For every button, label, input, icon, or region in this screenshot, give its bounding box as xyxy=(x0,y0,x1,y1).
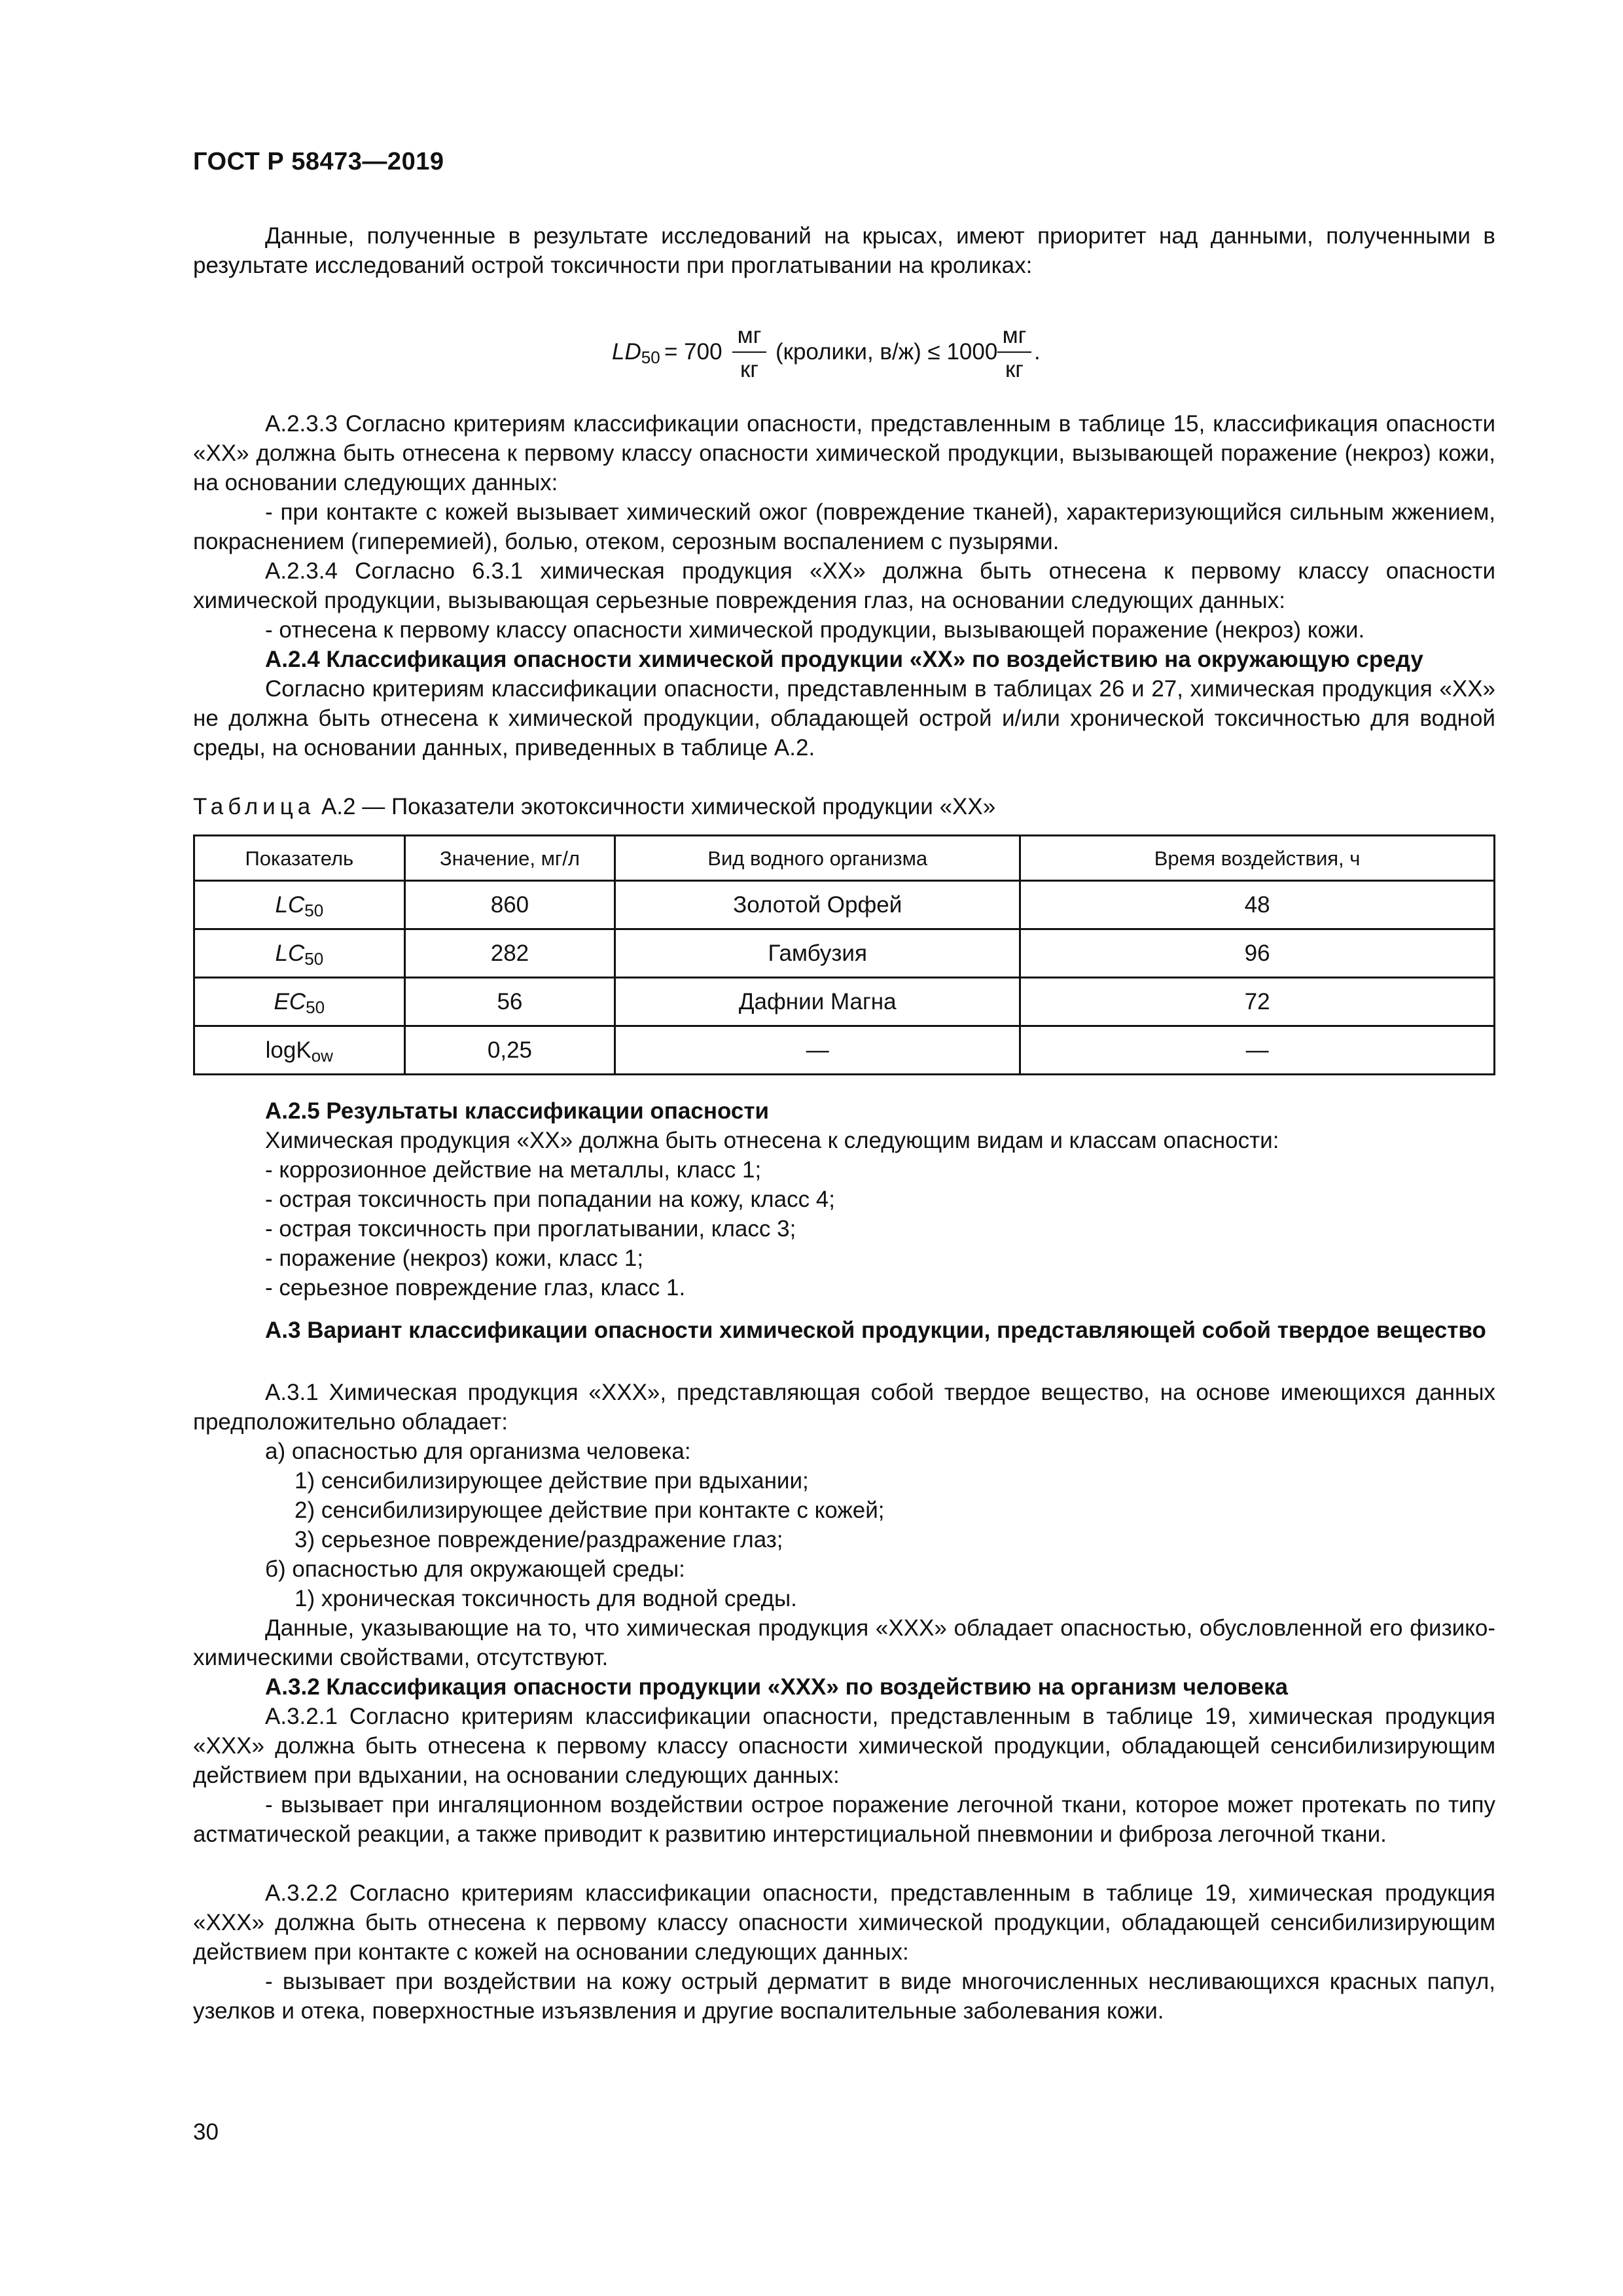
cell-value: 56 xyxy=(404,978,615,1026)
cell-organism: Дафнии Магна xyxy=(615,978,1020,1026)
cell-value: 282 xyxy=(404,929,615,978)
cell-time: 72 xyxy=(1020,978,1495,1026)
section-a322-text: А.3.2.2 Согласно критериям классификации опасности, представленным в таблице 19, химическая продукция «XXX» должна быть отнесена к первому классу опасности химической продукции, обладающей сенсибилизирующим действием при контакте с кожей на основании следующих данных: xyxy=(193,1880,1495,1965)
list-item: - поражение (некроз) кожи, класс 1; xyxy=(265,1246,644,1271)
table-caption-label: Таблица xyxy=(193,794,315,819)
section-a234-text: А.2.3.4 Согласно 6.3.1 химическая продукция «XX» должна быть отнесена к первому классу опасности химической продукции, вызывающая серьезные повреждения глаз, на основании следующих данных: xyxy=(193,558,1495,613)
list-item: 2) сенсибилизирующее действие при контакте с кожей; xyxy=(294,1498,885,1523)
group-a-label: а) опасностью для организма человека: xyxy=(265,1439,691,1464)
formula-unit-numerator-2: мг xyxy=(1002,323,1027,348)
table-row xyxy=(194,978,1495,1026)
intro-paragraph: Данные, полученные в результате исследований на крысах, имеют приоритет над данными, полученными в результате исследований острой токсичности при проглатывании на кроликах: xyxy=(193,223,1495,278)
cell-organism: Золотой Орфей xyxy=(615,881,1020,929)
section-a233-bullet: - при контакте с кожей вызывает химический ожог (повреждение тканей), характеризующийся сильным жжением, покраснением (гиперемией), болью, отеком, серозным воспалением с пузырями. xyxy=(193,499,1495,554)
document-page xyxy=(193,0,1495,2296)
document-header: ГОСТ Р 58473—2019 xyxy=(193,148,444,175)
section-a233-text: А.2.3.3 Согласно критериям классификации опасности, представленным в таблице 15, классификация опасности «XX» должна быть отнесена к первому классу опасности химической продукции, вызывающей поражение (некроз) кожи, на основании следующих данных: xyxy=(193,411,1495,495)
section-a234-bullet: - отнесена к первому классу опасности химической продукции, вызывающей поражение (некроз) кожи. xyxy=(265,617,1365,643)
section-a31-text: А.3.1 Химическая продукция «XXX», представляющая собой твердое вещество, на основе имеющихся данных предположительно обладает: xyxy=(193,1380,1495,1435)
section-a25-intro: Химическая продукция «XX» должна быть отнесена к следующим видам и классам опасности: xyxy=(265,1128,1279,1153)
cell-time: 96 xyxy=(1020,929,1495,978)
cell-indicator: logK$_{ow}$ xyxy=(194,1026,405,1075)
table-row xyxy=(194,929,1495,978)
list-item: 1) сенсибилизирующее действие при вдыхании; xyxy=(294,1468,809,1494)
list-item: 1) хроническая токсичность для водной среды. xyxy=(294,1586,797,1611)
page-number: 30 xyxy=(193,2119,219,2145)
list-item: - серьезное повреждение глаз, класс 1. xyxy=(265,1275,686,1300)
formula-unit-denominator: кг xyxy=(740,357,759,382)
section-a32-heading: А.3.2 Классификация опасности продукции «XXX» по воздействию на организм человека xyxy=(265,1674,1289,1700)
fraction-bar xyxy=(732,351,766,353)
cell-indicator: $LC_{50}$ xyxy=(194,929,405,978)
cell-value: 860 xyxy=(404,881,615,929)
formula-symbol: $LD_{50}$ xyxy=(612,339,660,367)
list-item: - коррозионное действие на металлы, класс 1; xyxy=(265,1157,762,1183)
cell-value: 0,25 xyxy=(404,1026,615,1075)
list-item: - острая токсичность при проглатывании, класс 3; xyxy=(265,1216,796,1242)
formula-equals-value: = 700 xyxy=(664,339,722,365)
cell-time: — xyxy=(1020,1026,1495,1075)
section-a321-text: А.3.2.1 Согласно критериям классификации опасности, представленным в таблице 19, химическая продукция «XXX» должна быть отнесена к первому классу опасности химической продукции, обладающей сенсибилизирующим действием при вдыхании, на основании следующих данных: xyxy=(193,1704,1495,1788)
section-a24-heading: А.2.4 Классификация опасности химической продукции «XX» по воздействию на окружающую среду xyxy=(265,647,1423,672)
list-item: - острая токсичность при попадании на кожу, класс 4; xyxy=(265,1187,835,1212)
table-caption xyxy=(193,792,995,821)
formula-unit-numerator: мг xyxy=(737,323,762,348)
section-a321-bullet: - вызывает при ингаляционном воздействии острое поражение легочной ткани, которое может протекать по типу астматической реакции, а также приводит к развитию интерстициальной пневмонии и фиброза легочной ткани. xyxy=(193,1792,1495,1847)
column-header-time: Время воздействия, ч xyxy=(1020,836,1495,881)
cell-time: 48 xyxy=(1020,881,1495,929)
formula-unit-denominator-2: кг xyxy=(1005,357,1024,382)
physchem-paragraph: Данные, указывающие на то, что химическая продукция «XXX» обладает опасностью, обусловленной его физико-химическими свойствами, отсутствуют. xyxy=(193,1615,1495,1670)
cell-organism: — xyxy=(615,1026,1020,1075)
table-caption-text: А.2 — Показатели экотоксичности химической продукции «XX» xyxy=(315,794,996,819)
table-header-row xyxy=(194,836,1495,881)
cell-organism: Гамбузия xyxy=(615,929,1020,978)
fraction-bar-2 xyxy=(997,351,1031,353)
formula-end: . xyxy=(1034,339,1041,365)
column-header-value: Значение, мг/л xyxy=(404,836,615,881)
section-a322-bullet: - вызывает при воздействии на кожу острый дерматит в виде многочисленных несливающихся красных папул, узелков и отека, поверхностные изъязвления и другие воспалительные заболевания кожи. xyxy=(193,1969,1495,2024)
cell-indicator: $LC_{50}$ xyxy=(194,881,405,929)
column-header-indicator: Показатель xyxy=(194,836,405,881)
cell-indicator: $EC_{50}$ xyxy=(194,978,405,1026)
section-a24-text: Согласно критериям классификации опасности, представленным в таблицах 26 и 27, химическая продукция «XX» не должна быть отнесена к химической продукции, обладающей острой и/или хронической токсичностью для водной среды, на основании данных, приведенных в таблице А.2. xyxy=(193,676,1495,761)
section-a3-heading: А.3 Вариант классификации опасности химической продукции, представляющей собой твердое вещество xyxy=(265,1318,1486,1343)
table-row xyxy=(194,1026,1495,1075)
table-row xyxy=(194,881,1495,929)
group-b-label: б) опасностью для окружающей среды: xyxy=(265,1556,685,1582)
formula-condition: (кролики, в/ж) ≤ 1000 xyxy=(776,339,998,365)
section-a25-heading: А.2.5 Результаты классификации опасности xyxy=(265,1098,769,1124)
column-header-organism: Вид водного организма xyxy=(615,836,1020,881)
list-item: 3) серьезное повреждение/раздражение глаз; xyxy=(294,1527,783,1552)
ecotoxicity-table xyxy=(193,834,1495,1075)
